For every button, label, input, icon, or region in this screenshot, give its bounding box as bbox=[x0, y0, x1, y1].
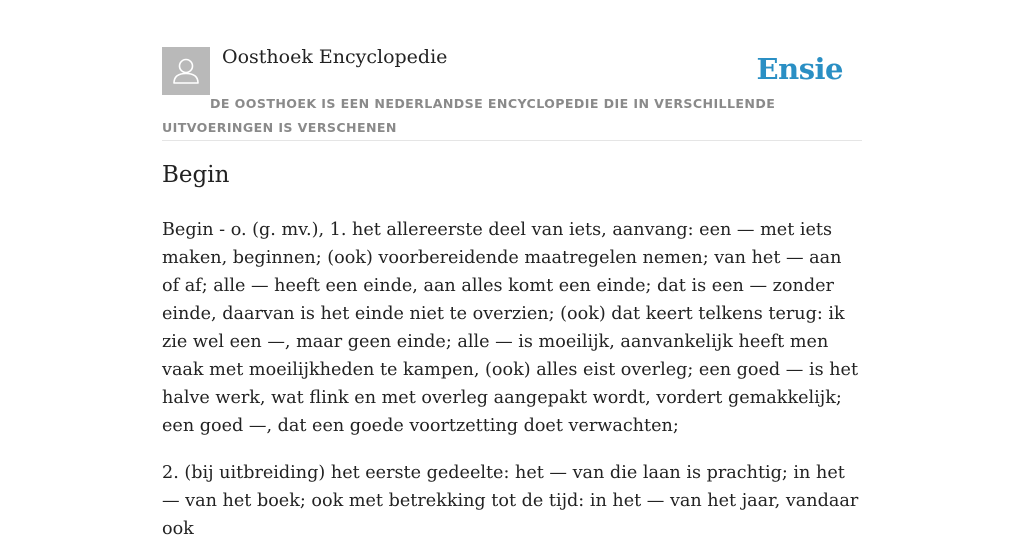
article-paragraph: Begin - o. (g. mv.), 1. het allereerste deel van iets, aanvang: een — met iets maken, beginnen; (ook) voorbereidende maatregelen nemen; van het — aan of af; alle — heeft een einde, aan alles komt een einde; dat is een — zonder einde, daarvan is het einde niet te overzien; (ook) dat keert telkens terug: ik zie wel een —, maar geen einde; alle — is moeilijk, aanvankelijk heeft men vaak met moeilijkheden te kampen, (ook) alles eist overleg; een goed — is het halve werk, wat flink en met overleg aangepakt wordt, vordert gemakkelijk; een goed —, dat een goede voortzetting doet verwachten; bbox=[162, 220, 859, 436]
site-tagline: DE OOSTHOEK IS EEN NEDERLANDSE ENCYCLOPEDIE DIE IN VERSCHILLENDE UITVOERINGEN IS VERSCHENEN bbox=[162, 96, 776, 135]
user-silhouette-icon[interactable] bbox=[162, 47, 210, 95]
brand-logo[interactable]: Ensie bbox=[756, 52, 843, 86]
page-content bbox=[162, 0, 862, 539]
site-name[interactable]: Oosthoek Encyclopedie bbox=[222, 46, 448, 68]
article-paragraph: 2. (bij uitbreiding) het eerste gedeelte: het — van die laan is prachtig; in het — van het boek; ook met betrekking tot de tijd: in het — van het jaar, vandaar ook bbox=[162, 463, 859, 539]
site-header bbox=[162, 0, 862, 141]
page-title: Begin bbox=[162, 162, 230, 188]
